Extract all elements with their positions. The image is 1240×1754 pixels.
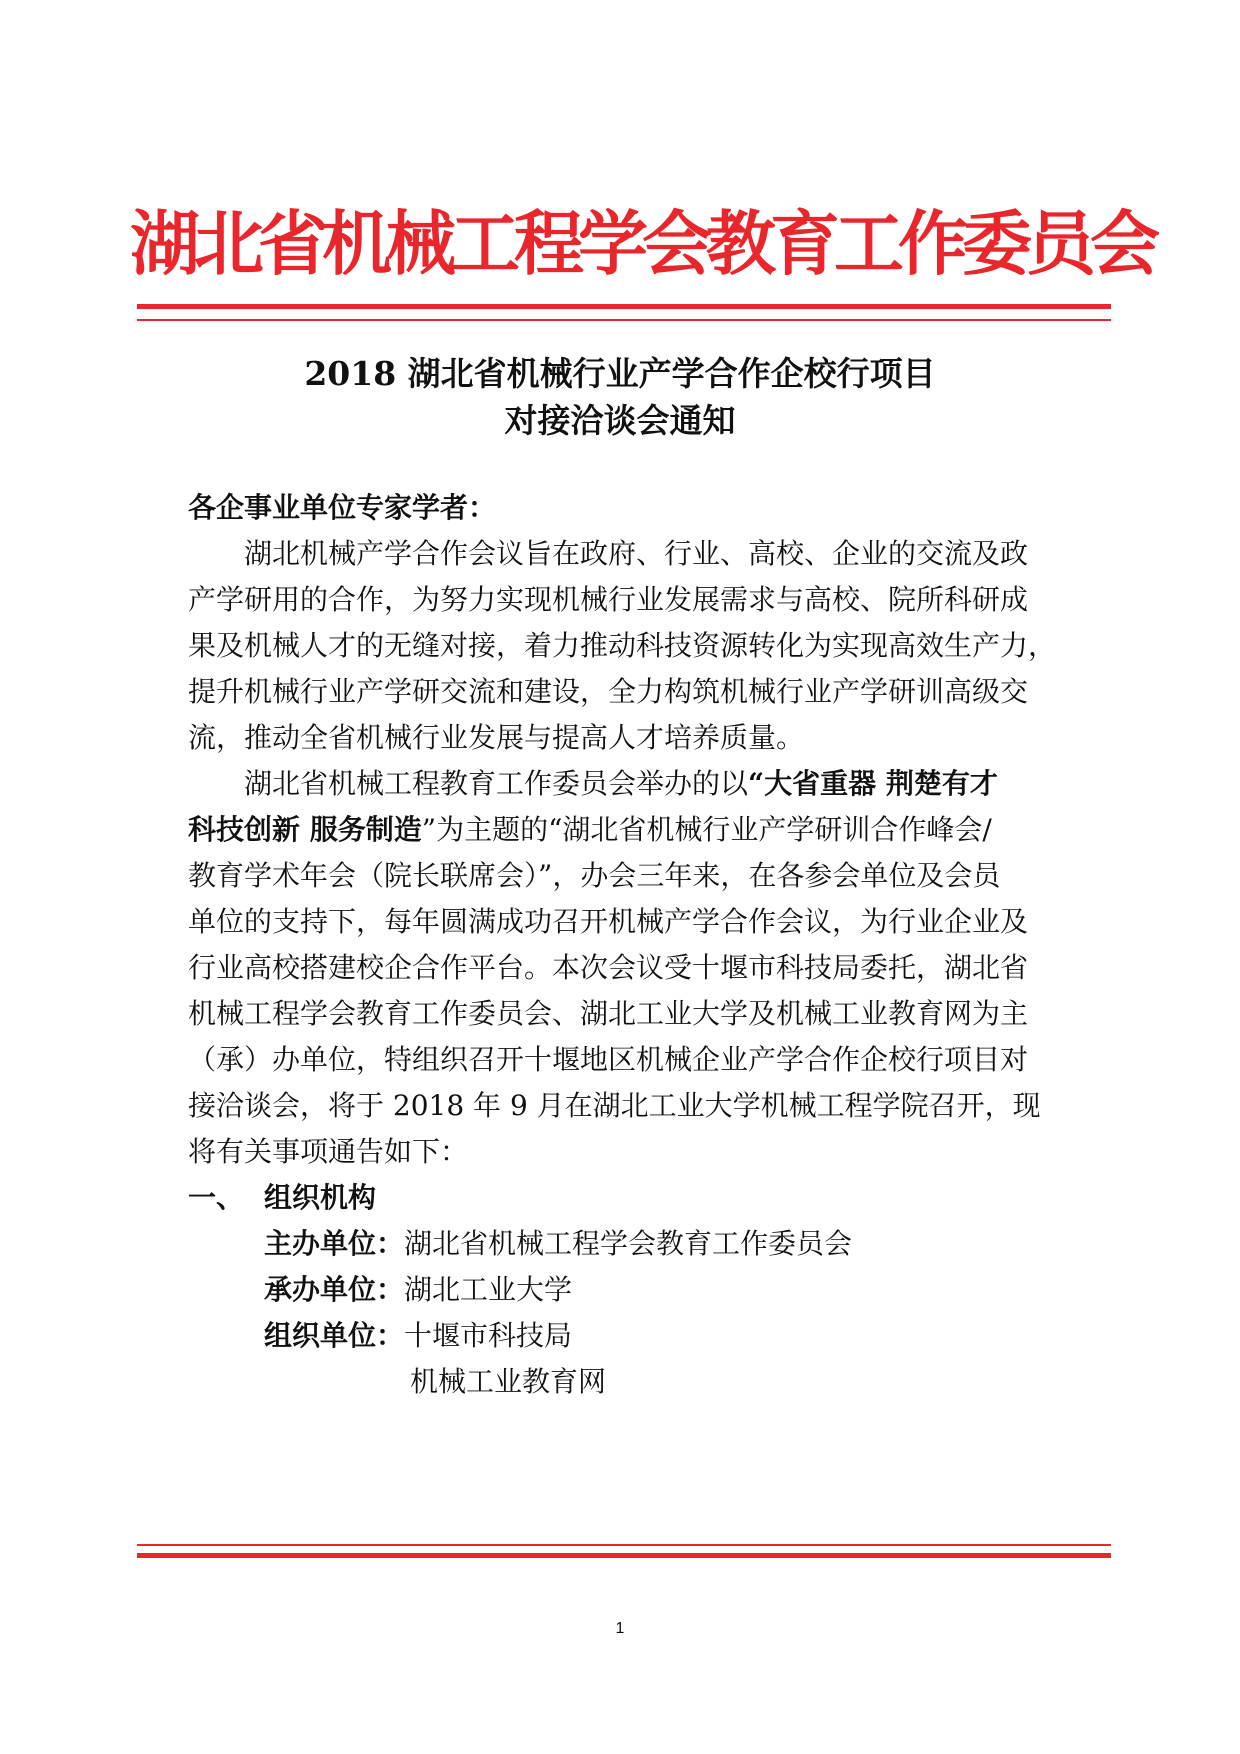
- paragraph-2-line: 单位的支持下，每年圆满成功召开机械产学合作会议，为行业企业及: [188, 905, 1029, 938]
- host-unit-label: 主办单位：: [264, 1227, 405, 1260]
- paragraph-1-line: 产学研用的合作，为努力实现机械行业发展需求与高校、院所科研成: [188, 583, 1029, 616]
- paragraph-2-line: 将有关事项通告如下：: [188, 1135, 469, 1168]
- undertaker-unit-value: 湖北工业大学: [404, 1273, 573, 1306]
- section-1-heading: [188, 1175, 376, 1221]
- masthead-rule-thick: [137, 304, 1111, 309]
- footer-rule-thick: [137, 1553, 1111, 1558]
- document-title-line-2: 对接洽谈会通知: [504, 401, 736, 440]
- organizer-unit-value: 十堰市科技局: [404, 1319, 573, 1352]
- theme-emphasis: “大省重器 荆楚有才: [748, 767, 998, 800]
- section-title: 组织机构: [264, 1181, 377, 1214]
- organizer-unit-label: 组织单位：: [264, 1319, 405, 1352]
- organizer-unit-row: [264, 1313, 572, 1359]
- undertaker-unit-label: 承办单位：: [264, 1273, 405, 1306]
- paragraph-2-line: 行业高校搭建校企合作平台。本次会议受十堰市科技局委托，湖北省: [188, 951, 1029, 984]
- masthead: 湖北省机械工程学会教育工作委员会: [130, 203, 1154, 285]
- paragraph-2-line: （承）办单位，特组织召开十堰地区机械企业产学合作企校行项目对: [188, 1043, 1029, 1076]
- paragraph-2-text: ”为主题的“湖北省机械行业产学研训合作峰会/: [421, 813, 992, 846]
- paragraph-2-line: [188, 807, 992, 853]
- salutation: 各企事业单位专家学者：: [188, 491, 497, 524]
- undertaker-unit-row: [264, 1267, 572, 1313]
- paragraph-2-line: 接洽谈会，将于 2018 年 9 月在湖北工业大学机械工程学院召开，现: [188, 1089, 1041, 1122]
- document-title-line-1: 2018 湖北省机械行业产学合作企校行项目: [304, 354, 936, 393]
- host-unit-value: 湖北省机械工程学会教育工作委员会: [404, 1227, 853, 1260]
- theme-emphasis: 科技创新 服务制造: [188, 813, 422, 846]
- paragraph-1-line: 提升机械行业产学研交流和建设，全力构筑机械行业产学研训高级交: [188, 675, 1029, 708]
- paragraph-1-line: 流，推动全省机械行业发展与提高人才培养质量。: [188, 721, 805, 754]
- section-number: 一、: [188, 1181, 245, 1214]
- paragraph-1-line: 果及机械人才的无缝对接，着力推动科技资源转化为实现高效生产力，: [188, 629, 1057, 662]
- paragraph-2-text: 湖北省机械工程教育工作委员会举办的以: [244, 767, 749, 800]
- footer-rule-thin: [137, 1544, 1111, 1546]
- masthead-rule-thin: [137, 319, 1111, 321]
- paragraph-2-line: 教育学术年会（院长联席会）”，办会三年来，在各参会单位及会员: [188, 859, 1001, 892]
- paragraph-2-line: [244, 761, 998, 807]
- page-number: 1: [615, 1620, 625, 1637]
- paragraph-1-line: 湖北机械产学合作会议旨在政府、行业、高校、企业的交流及政: [244, 537, 1029, 570]
- paragraph-2-line: 机械工程学会教育工作委员会、湖北工业大学及机械工业教育网为主: [188, 997, 1029, 1030]
- organizer-unit-value-2: 机械工业教育网: [410, 1365, 607, 1398]
- host-unit-row: [264, 1221, 852, 1267]
